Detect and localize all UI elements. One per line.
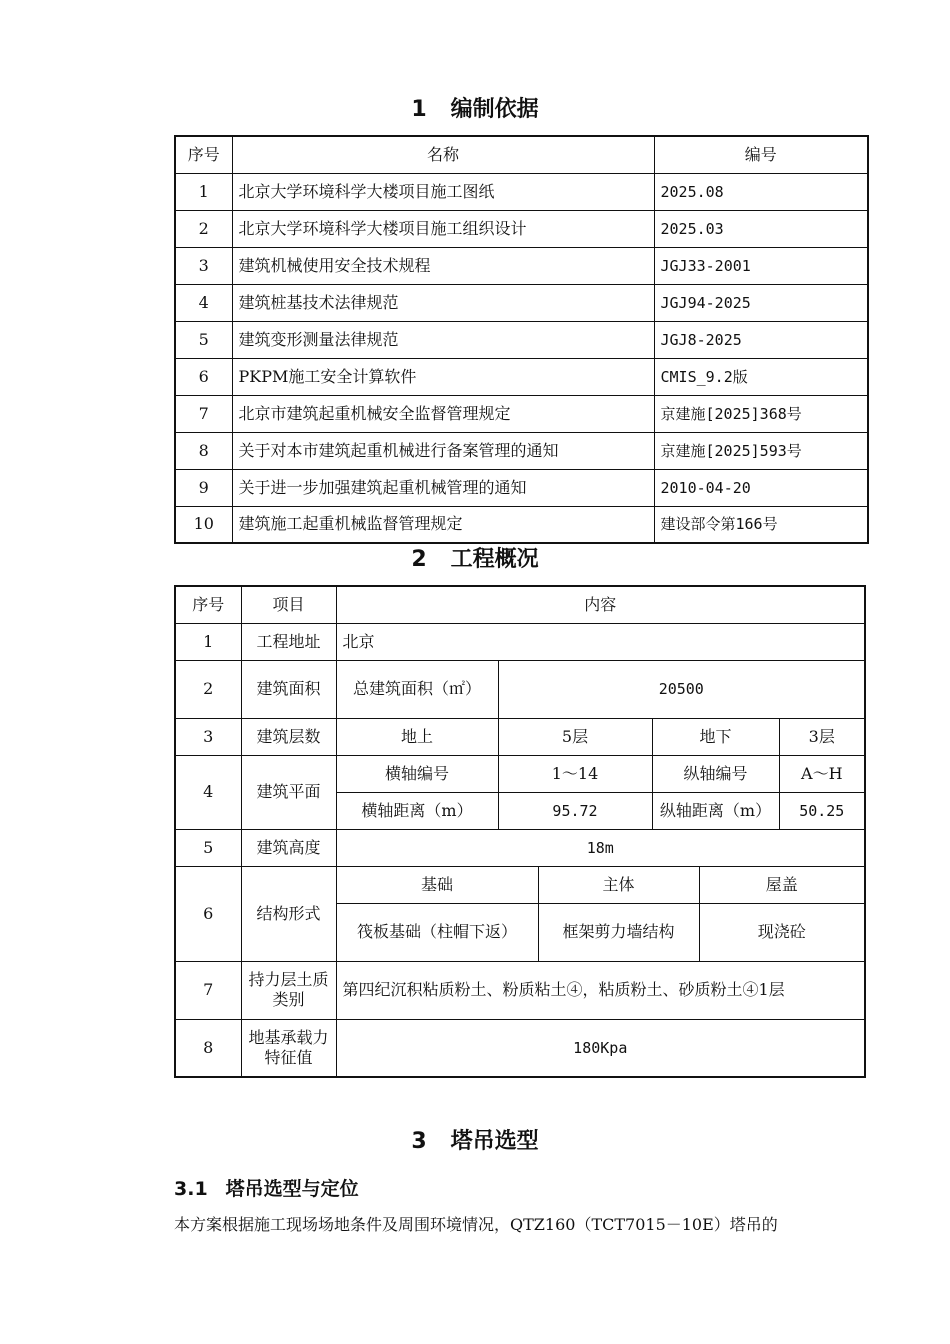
row-number: 7 — [175, 395, 232, 432]
area-label: 总建筑面积（㎡） — [336, 660, 498, 718]
doc-name: PKPM施工安全计算软件 — [232, 358, 654, 395]
row-number: 2 — [175, 210, 232, 247]
doc-name: 关于进一步加强建筑起重机械管理的通知 — [232, 469, 654, 506]
h-axis-dist-value: 95.72 — [498, 792, 652, 829]
address-value: 北京 — [336, 623, 865, 660]
item-label: 建筑平面 — [241, 755, 336, 829]
row-number: 3 — [175, 718, 241, 755]
section-3-title: 塔吊选型 — [450, 1129, 539, 1154]
table-row — [175, 210, 868, 247]
table-header-row — [175, 136, 868, 173]
doc-name: 建筑施工起重机械监督管理规定 — [232, 506, 654, 543]
table-row — [175, 660, 865, 718]
table-row — [175, 284, 868, 321]
doc-name: 北京大学环境科学大楼项目施工图纸 — [232, 173, 654, 210]
header-cell: 内容 — [336, 586, 865, 623]
table-row — [175, 321, 868, 358]
section-3-number: 3 — [411, 1129, 427, 1154]
doc-code: JGJ8-2025 — [654, 321, 868, 358]
doc-name: 关于对本市建筑起重机械进行备案管理的通知 — [232, 432, 654, 469]
row-number: 5 — [175, 829, 241, 866]
row-number: 10 — [175, 506, 232, 543]
row-number: 5 — [175, 321, 232, 358]
main-structure-value: 框架剪力墙结构 — [538, 903, 699, 961]
table-row — [175, 358, 868, 395]
table-row — [175, 395, 868, 432]
section-1-title: 编制依据 — [450, 97, 539, 122]
doc-code: 京建施[2025]368号 — [654, 395, 868, 432]
v-axis-dist-label: 纵轴距离（m） — [652, 792, 779, 829]
below-ground-label: 地下 — [652, 718, 779, 755]
body-paragraph: 本方案根据施工现场场地条件及周围环境情况，QTZ160（TCT7015－10E）塔吊的 — [174, 1215, 778, 1234]
doc-name: 建筑机械使用安全技术规程 — [232, 247, 654, 284]
v-axis-no-value: A～H — [779, 755, 865, 792]
above-ground-value: 5层 — [498, 718, 652, 755]
h-axis-no-value: 1～14 — [498, 755, 652, 792]
area-value: 20500 — [498, 660, 865, 718]
header-cell: 序号 — [175, 586, 241, 623]
roof-value: 现浇砼 — [699, 903, 865, 961]
section-1-number: 1 — [411, 97, 427, 122]
soil-type-value: 第四纪沉积粘质粉土、粉质粘土④，粘质粉土、砂质粉土④1层 — [336, 961, 865, 1019]
row-number: 4 — [175, 755, 241, 829]
project-overview-table — [174, 585, 866, 1078]
doc-name: 北京大学环境科学大楼项目施工组织设计 — [232, 210, 654, 247]
v-axis-no-label: 纵轴编号 — [652, 755, 779, 792]
bearing-capacity-value: 180Kpa — [336, 1019, 865, 1077]
item-label: 建筑面积 — [241, 660, 336, 718]
section-2-number: 2 — [411, 547, 427, 572]
table-row — [175, 247, 868, 284]
row-number: 3 — [175, 247, 232, 284]
doc-code: 2025.03 — [654, 210, 868, 247]
v-axis-dist-value: 50.25 — [779, 792, 865, 829]
table-row — [175, 432, 868, 469]
foundation-value: 筏板基础（柱帽下返） — [336, 903, 538, 961]
doc-name: 建筑变形测量法律规范 — [232, 321, 654, 358]
table-row — [175, 173, 868, 210]
item-label: 地基承载力特征值 — [241, 1019, 336, 1077]
row-number: 7 — [175, 961, 241, 1019]
doc-code: CMIS_9.2版 — [654, 358, 868, 395]
row-number: 9 — [175, 469, 232, 506]
header-cell: 编号 — [654, 136, 868, 173]
below-ground-value: 3层 — [779, 718, 865, 755]
table-row — [175, 961, 865, 1019]
table-row — [175, 1019, 865, 1077]
row-number: 6 — [175, 866, 241, 961]
table-row — [175, 829, 865, 866]
row-number: 1 — [175, 173, 232, 210]
table-row — [175, 718, 865, 755]
section-3-1-heading — [174, 1174, 359, 1201]
row-number: 2 — [175, 660, 241, 718]
doc-code: 2025.08 — [654, 173, 868, 210]
references-table — [174, 135, 869, 544]
table-header-row — [175, 586, 865, 623]
item-label: 建筑层数 — [241, 718, 336, 755]
section-3-heading — [0, 1124, 950, 1155]
item-label: 持力层土质类别 — [241, 961, 336, 1019]
roof-header: 屋盖 — [699, 866, 865, 903]
section-2-title: 工程概况 — [450, 547, 539, 572]
table-row — [175, 506, 868, 543]
doc-code: JGJ94-2025 — [654, 284, 868, 321]
item-label: 建筑高度 — [241, 829, 336, 866]
height-value: 18m — [336, 829, 865, 866]
doc-name: 北京市建筑起重机械安全监督管理规定 — [232, 395, 654, 432]
header-cell: 名称 — [232, 136, 654, 173]
above-ground-label: 地上 — [336, 718, 498, 755]
section-3-1-title: 塔吊选型与定位 — [225, 1178, 359, 1200]
doc-code: 2010-04-20 — [654, 469, 868, 506]
section-2-heading — [0, 542, 950, 573]
item-label: 工程地址 — [241, 623, 336, 660]
row-number: 8 — [175, 432, 232, 469]
doc-code: 京建施[2025]593号 — [654, 432, 868, 469]
section-3-1-number: 3.1 — [174, 1178, 208, 1200]
h-axis-no-label: 横轴编号 — [336, 755, 498, 792]
row-number: 8 — [175, 1019, 241, 1077]
section-1-heading — [0, 92, 950, 123]
main-structure-header: 主体 — [538, 866, 699, 903]
row-number: 4 — [175, 284, 232, 321]
item-label: 结构形式 — [241, 866, 336, 961]
foundation-header: 基础 — [336, 866, 538, 903]
doc-name: 建筑桩基技术法律规范 — [232, 284, 654, 321]
table-row — [175, 469, 868, 506]
header-cell: 项目 — [241, 586, 336, 623]
row-number: 6 — [175, 358, 232, 395]
doc-code: JGJ33-2001 — [654, 247, 868, 284]
h-axis-dist-label: 横轴距离（m） — [336, 792, 498, 829]
table-row — [175, 623, 865, 660]
doc-code: 建设部令第166号 — [654, 506, 868, 543]
table-row — [175, 866, 865, 903]
row-number: 1 — [175, 623, 241, 660]
table-row — [175, 755, 865, 792]
header-cell: 序号 — [175, 136, 232, 173]
